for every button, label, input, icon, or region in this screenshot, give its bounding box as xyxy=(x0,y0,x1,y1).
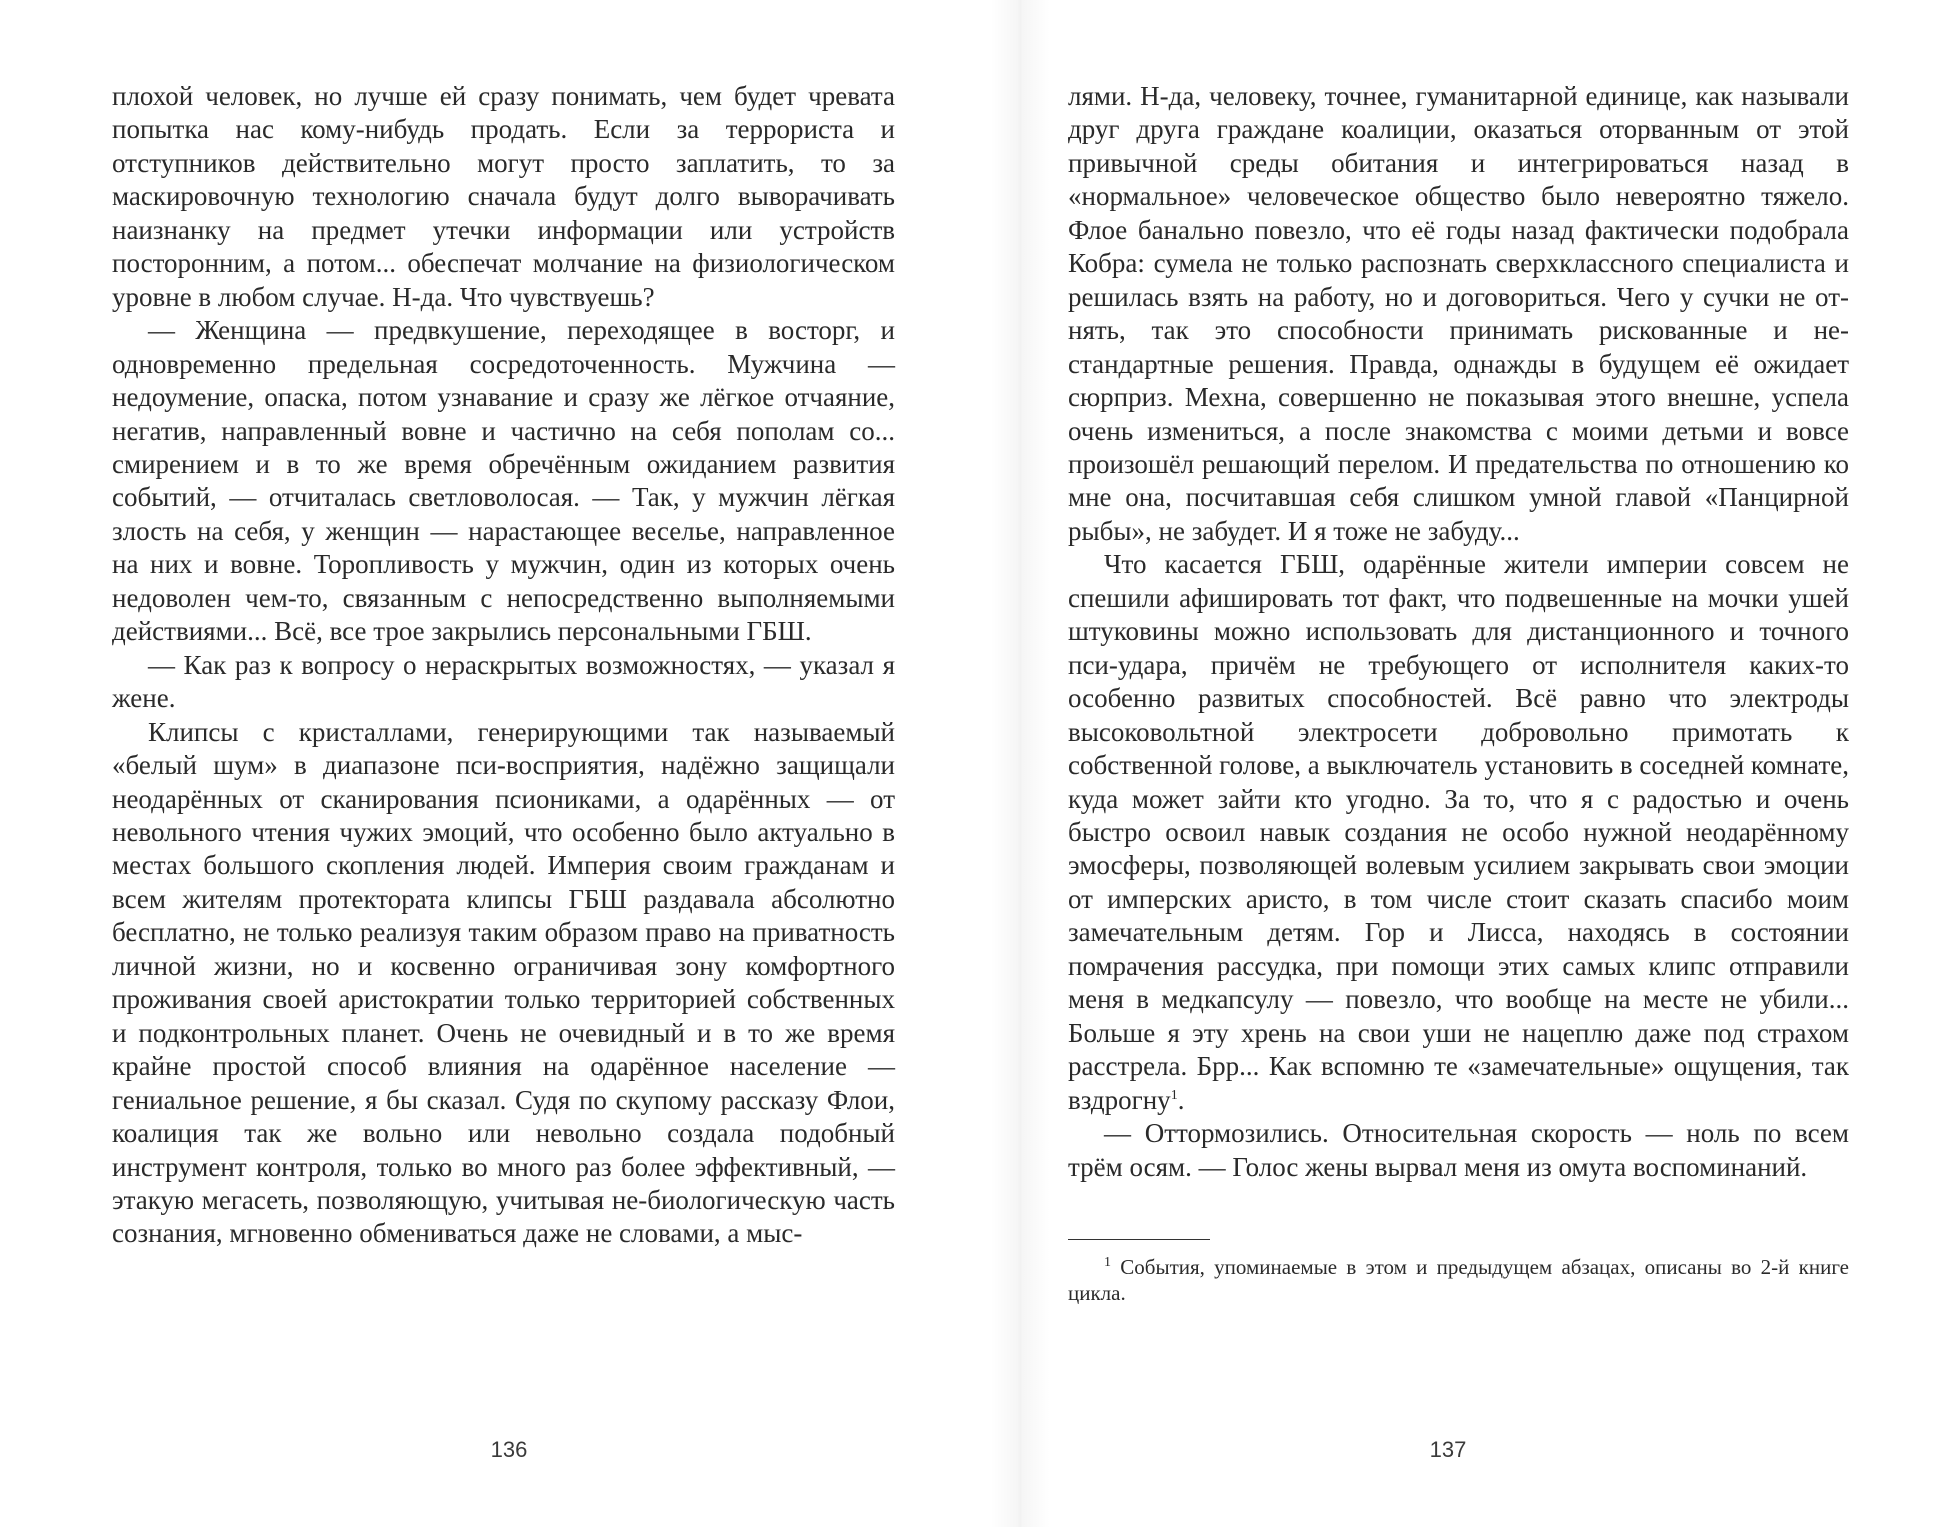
footnote xyxy=(1068,1254,1849,1306)
left-paragraph-1: плохой человек, но лучше ей сразу понимать, чем будет чревата попытка нас кому-нибудь продать. Если за террориста и отступников действительно могут просто заплатить, то за маскировочную технологию сначала будут долго выворачивать наизнанку на предмет утечки информации или устройств посторонним, а потом... обеспечат молчание на физиологическом уровне в любом случае. Н-да. Что чувствуешь? xyxy=(112,81,895,312)
right-paragraph-2: Что касается ГБШ, одарённые жители империи совсем не спешили афишировать тот факт, что подвешенные на мочки ушей штуковины можно использовать для дистанционного и точного пси-удара, причём не требующего от исполнителя каких-то особенно развитых способностей. Всё равно что электроды высоковольтной электросети добровольно примотать к собственной голове, а выключатель установить в соседней комнате, куда может зайти кто угодно. За то, что я с радостью и очень быстро освоил навык создания не особо нужной неодарённому эмосферы, позволяющей волевым усилием закрывать свои эмоции от имперских аристо, в том числе стоит сказать спасибо моим замечательным детям. Гор и Лисса, находясь в состоянии помрачения рассудка, при помощи этих самых клипс отправили меня в медкапсулу — повезло, что вообще на месте не убили... Больше я эту хрень на свои уши не нацеплю даже под страхом расстрела. Брр... Как вспомню те «замечательные» ощущения, так вздрогну$^1$. xyxy=(1068,549,1849,1115)
right-paragraph-2-text: Что касается ГБШ, одарённые жители империи совсем не спешили афишировать тот факт, что подвешенные на мочки ушей штуковины можно использовать для дистанционного и точного пси-удара, причём не требующего от исполнителя каких-то особенно развитых способностей. Всё равно что электроды высоковольтной электросети добровольно примотать к собственной голове, а выключатель установить в соседней комнате, куда может зайти кто угодно. За то, что я с радостью и очень быстро освоил навык создания не особо нужной неодарённому эмосферы, позволяющей волевым усилием закрывать свои эмоции от имперских аристо, в том числе стоит сказать спасибо моим замечательным детям. Гор и Лисса, находясь в состоянии помрачения рассудка, при помощи этих самых клипс отправили меня в медкапсулу — повезло, что вообще на месте не убили... Больше я эту хрень на свои уши не нацеплю даже под страхом расстрела. Брр... Как вспомню те «замечательные» ощущения, так вздрогну xyxy=(1068,549,1849,1115)
right-paragraph-3: — Оттормозились. Относительная скорость — ноль по всем трём осям. — Голос жены вырвал меня из омута воспоминаний. xyxy=(1068,1118,1849,1182)
footnote-reference: 1 xyxy=(1170,1087,1178,1103)
left-paragraph-3: — Как раз к вопросу о нераскрытых возможностях, — указал я жене. xyxy=(112,649,895,714)
book-gutter xyxy=(990,0,1050,1527)
footnote-text: События, упоминаемые в этом и предыдущем абзацах, описаны во 2-й книге цикла. xyxy=(1068,1254,1849,1305)
left-paragraph-2: — Женщина — предвкушение, переходящее в восторг, и одновременно предельная сосредоточенность. Мужчина — недоумение, опаска, потом узнавание и сразу же лёгкое отчаяние, негатив, направленный вовне и частично на себя пополам со... смирением и в то же время обречённым ожиданием развития событий, — отчиталась светловолосая. — Так, у мужчин лёгкая злость на себя, у женщин — нарастающее веселье, направленное на них и вовне. Торопливость у мужчин, один из которых очень недоволен чем-то, связанным с непосредственно выполняемыми действиями... Всё, все трое закрылись персональными ГБШ. xyxy=(112,315,895,647)
page-number-left: 136 xyxy=(490,1437,528,1462)
footnote-marker: 1 xyxy=(1104,1254,1111,1270)
right-paragraph-1: лями. Н-да, человеку, точнее, гуманитарной единице, как называли друг друга граждане коалиции, оказаться оторванным от этой привычной среды обитания и интегрироваться назад в «нормальное» человеческое общество было невероятно тяжело. Флое банально повезло, что её годы назад фактически подобрала Кобра: сумела не только распознать сверхклассного специалиста и решилась взять на работу, но и договориться. Чего у сучки не отнять, так это способности принимать рискованные и нестандартные решения. Правда, однажды в будущем её ожидает сюрприз. Мехна, совершенно не показывая этого внешне, успела очень измениться, а после знакомства с моими детьми и вовсе произошёл решающий перелом. И предательства по отношению ко мне она, посчитавшая себя слишком умной главой «Панцирной рыбы», не забудет. И я тоже не забуду... xyxy=(1068,81,1849,546)
page-number-right: 137 xyxy=(1429,1437,1467,1462)
right-page xyxy=(1068,80,1849,1306)
left-paragraph-4: Клипсы с кристаллами, генерирующими так называемый «белый шум» в диапазоне пси-восприятия, надёжно защищали неодарённых от сканирования псиониками, а одарённых — от невольного чтения чужих эмоций, что особенно было актуально в местах большого скопления людей. Империя своим гражданам и всем жителям протектората клипсы ГБШ раздавала абсолютно бесплатно, не только реализуя таким образом право на приватность личной жизни, но и косвенно ограничивая зону комфортного проживания своей аристократии только территорией собственных и подконтрольных планет. Очень не очевидный и в то же время крайне простой способ влияния на одарённое население — гениальное решение, я бы сказал. Судя по скупому рассказу Флои, коалиция так же вольно или невольно создала подобный инструмент контроля, только во много раз более эффективный, — этакую мегасеть, позволяющую, учитывая не-биологическую часть сознания, мгновенно обмениваться даже не словами, а мыс- xyxy=(112,716,895,1249)
left-page xyxy=(112,80,895,1251)
footnote-divider xyxy=(1068,1239,1210,1240)
